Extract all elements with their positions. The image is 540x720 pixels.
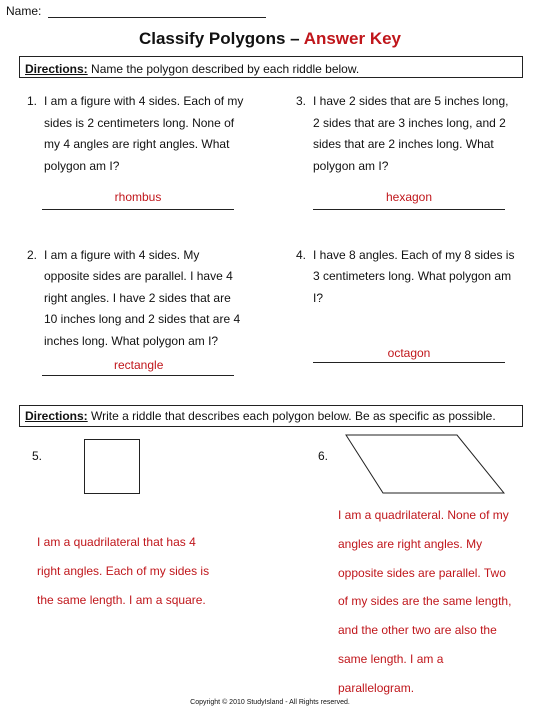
q3-line-3: sides that are 2 inches long. What [313,137,494,151]
q1-answer-line[interactable] [42,209,234,210]
q6-answer-line-2: angles are right angles. My [338,537,483,551]
q1-line-3: my 4 angles are right angles. What [44,137,230,151]
directions-2 [25,409,496,423]
q3-number: 3. [296,94,307,108]
q1-number: 1. [27,94,38,108]
directions-label-1: Directions: [25,62,88,76]
q1-line-4: polygon am I? [44,159,120,173]
q1-answer: rhombus [114,190,162,204]
title-text: Classify Polygons – [138,29,304,48]
q4-answer-line[interactable] [313,362,505,363]
q2-line-5: inches long. What polygon am I? [44,334,219,348]
q5-answer-line-1: I am a quadrilateral that has 4 [37,535,196,549]
q2-line-2: opposite sides are parallel. I have 4 [44,269,233,283]
q3-line-1: I have 2 sides that are 5 inches long, [313,94,509,108]
page-title [0,29,540,49]
q5-number: 5. [32,449,43,463]
q4-line-2: 3 centimeters long. What polygon am [313,269,512,283]
q1-line-1: I am a figure with 4 sides. Each of my [44,94,244,108]
q4-answer: octagon [387,346,431,360]
q3-line-2: 2 sides that are 3 inches long, and 2 [313,116,506,130]
directions-text-1: Name the polygon described by each riddle below. [87,62,360,76]
q2-answer-line[interactable] [42,375,234,376]
q3-answer-line[interactable] [313,209,505,210]
q1-line-2: sides is 2 centimeters long. None of [44,116,235,130]
q4-line-1: I have 8 angles. Each of my 8 sides is [313,248,515,262]
name-label: Name: [6,4,42,18]
name-blank-line[interactable] [48,17,266,18]
q6-answer-line-3: opposite sides are parallel. Two [338,566,506,580]
q2-answer: rectangle [114,358,164,372]
q6-number: 6. [318,449,329,463]
directions-1 [25,62,359,76]
q6-answer-line-4: of my sides are the same length, [338,594,512,608]
q6-answer-line-7: parallelogram. [338,681,415,695]
q4-line-3: I? [313,291,324,305]
q6-answer-line-1: I am a quadrilateral. None of my [338,508,509,522]
parallelogram-outline [346,435,504,493]
directions-text-2: Write a riddle that describes each polygon below. Be as specific as possible. [87,409,496,423]
q6-answer-line-5: and the other two are also the [338,623,497,637]
q5-answer-line-2: right angles. Each of my sides is [37,564,210,578]
q3-line-4: polygon am I? [313,159,389,173]
q5-answer-line-3: the same length. I am a square. [37,593,206,607]
q2-line-1: I am a figure with 4 sides. My [44,248,200,262]
q2-number: 2. [27,248,38,262]
q2-line-4: 10 inches long and 2 sides that are 4 [44,312,241,326]
q4-number: 4. [296,248,307,262]
q2-line-3: right angles. I have 2 sides that are [44,291,231,305]
title-answer-key: Answer Key [303,29,402,48]
parallelogram-shape [345,434,505,494]
copyright-footer: Copyright © 2010 StudyIsland - All Rights reserved. [190,699,350,706]
q3-answer: hexagon [385,190,433,204]
q6-answer-line-6: same length. I am a [338,652,444,666]
directions-label-2: Directions: [25,409,88,423]
square-shape [84,439,140,494]
